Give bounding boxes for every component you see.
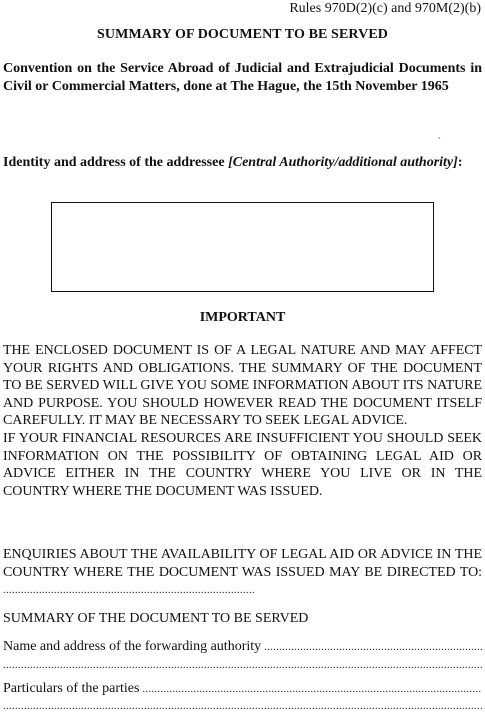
forwarding-authority-field[interactable]	[3, 639, 482, 655]
legal-nature-paragraph: THE ENCLOSED DOCUMENT IS OF A LEGAL NATURE AND MAY AFFECT YOUR RIGHTS AND OBLIGATIONS. THE SUMMARY OF THE DOCUMENT TO BE SERVED WILL GIVE YOU SOME INFORMATION ABOUT ITS NATURE AND PURPOSE. YOU SHOULD HOWEVER READ THE DOCUMENT ITSELF CAREFULLY. IT MAY BE NECESSARY TO SEEK LEGAL ADVICE.	[3, 343, 482, 428]
identity-qualifier: [Central Authority/additional authority]	[228, 155, 458, 170]
identity-colon: :	[457, 155, 463, 170]
convention-title: Convention on the Service Abroad of Judicial and Extrajudicial Documents in Civil or Commercial Matters, done at The Hague, the 15th November 1965	[3, 61, 482, 94]
forwarding-authority-fill-line[interactable]	[264, 642, 482, 653]
parties-fill-line[interactable]	[142, 684, 482, 695]
important-heading: IMPORTANT	[199, 310, 286, 325]
enquiries-fill-line[interactable]: ....................................................................................	[3, 585, 255, 596]
parties-field[interactable]	[3, 681, 482, 697]
legal-aid-enquiries-paragraph	[3, 546, 482, 600]
financial-resources-paragraph: IF YOUR FINANCIAL RESOURCES ARE INSUFFICIENT YOU SHOULD SEEK INFORMATION ON THE POSSIBILITY OF OBTAINING LEGAL AID OR ADVICE EITHER IN THE COUNTRY WHERE YOU LIVE OR IN THE COUNTRY WHERE THE DOCUMENT WAS ISSUED.	[3, 431, 482, 499]
addressee-identity-label	[3, 154, 482, 172]
identity-label-text: Identity and address of the addressee	[3, 155, 225, 170]
parties-continuation-line[interactable]	[3, 701, 482, 712]
forwarding-authority-continuation-line[interactable]	[3, 660, 482, 671]
document-title: SUMMARY OF DOCUMENT TO BE SERVED	[97, 27, 388, 42]
summary-heading: SUMMARY OF THE DOCUMENT TO BE SERVED	[3, 611, 309, 626]
parties-label: Particulars of the parties	[3, 681, 140, 696]
addressee-address-box[interactable]	[51, 202, 434, 292]
stray-mark: `	[438, 136, 441, 146]
rules-reference: Rules 970D(2)(c) and 970M(2)(b)	[289, 1, 481, 16]
forwarding-authority-label: Name and address of the forwarding authority	[3, 639, 262, 654]
enquiries-text: ENQUIRIES ABOUT THE AVAILABILITY OF LEGAL AID OR ADVICE IN THE COUNTRY WHERE THE DOCUMENT WAS ISSUED MAY BE DIRECTED TO:	[3, 547, 482, 580]
